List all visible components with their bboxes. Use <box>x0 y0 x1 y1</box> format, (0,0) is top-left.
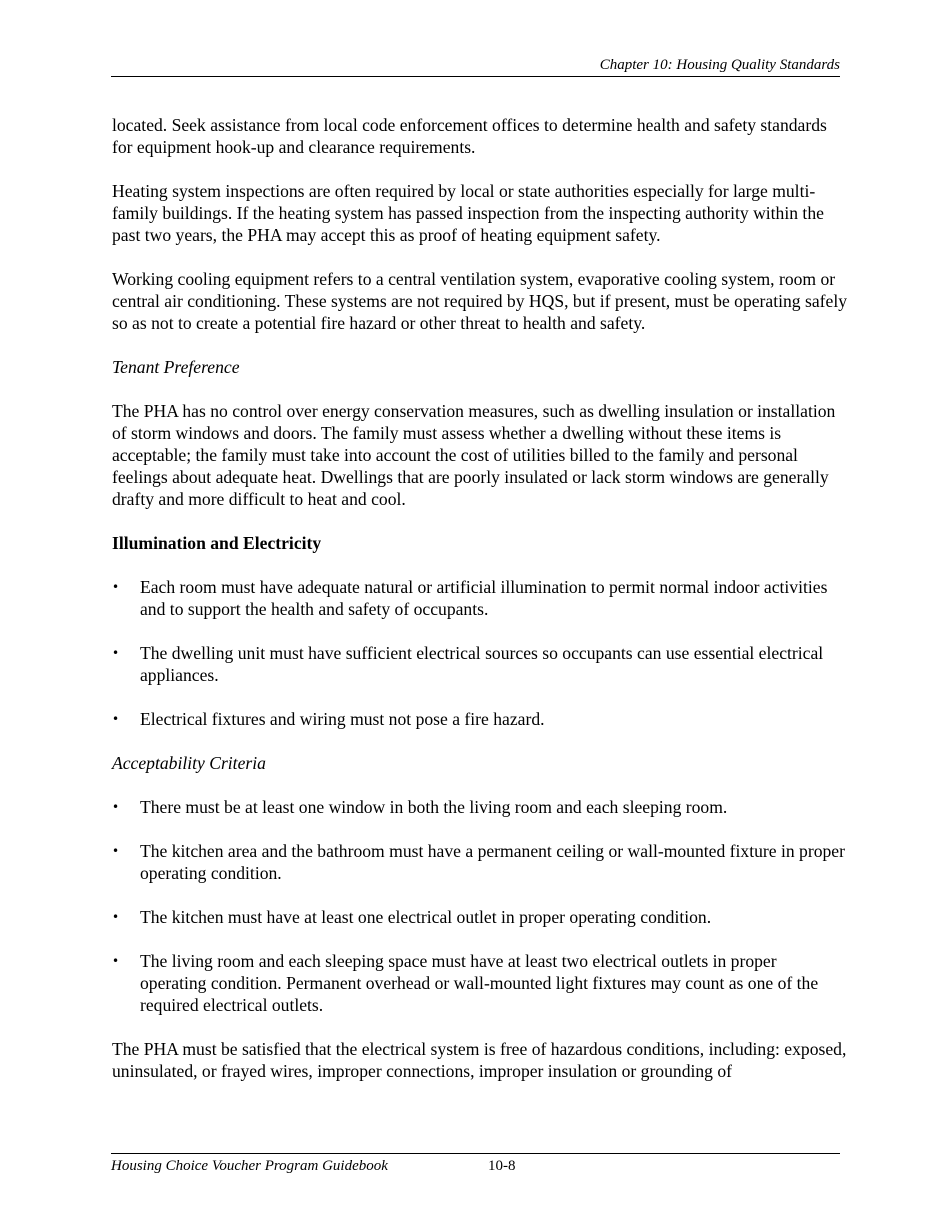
page-number: 10-8 <box>488 1158 516 1174</box>
paragraph-electrical-hazards: The PHA must be satisfied that the electrical system is free of hazardous conditions, including: exposed, uninsulated, or frayed wires, improper connections, improper insulation or grounding of <box>112 1039 847 1081</box>
bullet-icon: • <box>112 580 120 594</box>
bullet-icon: • <box>112 844 120 858</box>
section-heading-illumination: Illumination and Electricity <box>112 533 322 553</box>
list-item-text: The kitchen must have at least one electrical outlet in proper operating condition. <box>140 907 712 927</box>
bullet-icon: • <box>112 712 120 726</box>
bullet-icon: • <box>112 954 120 968</box>
chapter-title: Chapter 10: Housing Quality Standards <box>599 57 840 73</box>
list-item-text: The living room and each sleeping space must have at least two electrical outlets in proper operating condition. Permanent overhead or wall-mounted light fixtures may count as one of the required electrical outlets. <box>140 951 819 1015</box>
list-item <box>112 576 847 620</box>
bullet-icon: • <box>112 800 120 814</box>
list-item <box>112 642 847 686</box>
bullet-icon: • <box>112 910 120 924</box>
paragraph-located: located. Seek assistance from local code enforcement offices to determine health and safety standards for equipment hook-up and clearance requirements. <box>112 115 827 157</box>
list-item <box>112 796 847 818</box>
paragraph-heating-inspections: Heating system inspections are often required by local or state authorities especially for large multi-family buildings. If the heating system has passed inspection from the inspecting authority within the past two years, the PHA may accept this as proof of heating equipment safety. <box>112 181 824 245</box>
page-footer <box>111 1153 840 1175</box>
paragraph-cooling-equipment: Working cooling equipment refers to a central ventilation system, evaporative cooling system, room or central air conditioning. These systems are not required by HQS, but if present, must be operating safely so as not to create a potential fire hazard or other threat to health and safety. <box>112 269 848 333</box>
paragraph-energy-conservation: The PHA has no control over energy conservation measures, such as dwelling insulation or installation of storm windows and doors. The family must assess whether a dwelling without these items is acceptable; the family must take into account the cost of utilities billed to the family and personal feelings about adequate heat. Dwellings that are poorly insulated or lack storm windows are generally drafty and more difficult to heat and cool. <box>112 401 836 509</box>
page-header <box>111 57 840 77</box>
guidebook-title: Housing Choice Voucher Program Guidebook <box>111 1158 388 1174</box>
list-item <box>112 708 847 730</box>
list-item-text: Each room must have adequate natural or artificial illumination to permit normal indoor activities and to support the health and safety of occupants. <box>140 577 828 619</box>
list-item-text: Electrical fixtures and wiring must not pose a fire hazard. <box>140 709 545 729</box>
illumination-list <box>112 576 847 730</box>
list-item <box>112 950 847 1016</box>
bullet-icon: • <box>112 646 120 660</box>
subheading-acceptability-criteria: Acceptability Criteria <box>112 753 266 773</box>
acceptability-list <box>112 796 847 1016</box>
page-body <box>112 114 847 1104</box>
list-item <box>112 840 847 884</box>
list-item <box>112 906 847 928</box>
list-item-text: The dwelling unit must have sufficient electrical sources so occupants can use essential electrical appliances. <box>140 643 824 685</box>
list-item-text: There must be at least one window in both the living room and each sleeping room. <box>140 797 728 817</box>
list-item-text: The kitchen area and the bathroom must have a permanent ceiling or wall-mounted fixture in proper operating condition. <box>140 841 845 883</box>
subheading-tenant-preference: Tenant Preference <box>112 357 240 377</box>
